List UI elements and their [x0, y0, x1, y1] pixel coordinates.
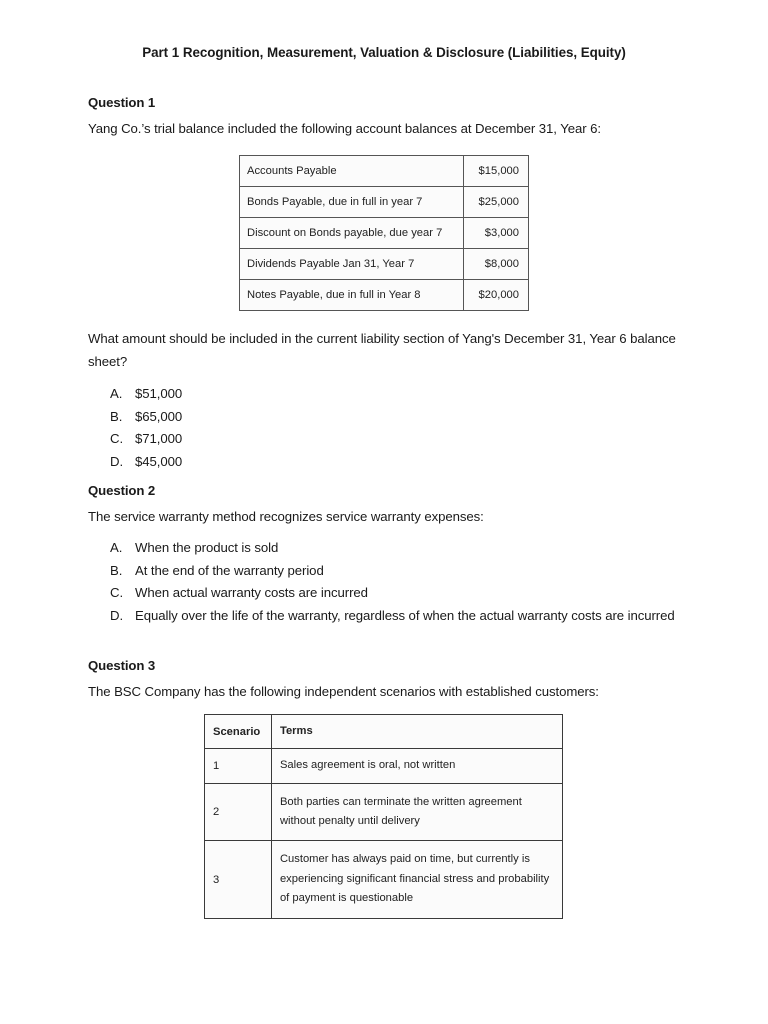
question-1-prompt: What amount should be included in the current liability section of Yang's December 31, Year 6 balance sheet?	[88, 331, 676, 369]
scenario-terms: Sales agreement is oral, not written	[271, 749, 562, 784]
balance-label: Accounts Payable	[240, 156, 464, 187]
table-row	[205, 784, 563, 841]
balance-amount: $3,000	[464, 218, 529, 249]
table-row	[205, 749, 563, 784]
scenarios-table	[204, 714, 563, 919]
answer-option[interactable]	[110, 605, 690, 628]
answer-text: When the product is sold	[135, 540, 279, 555]
answer-option[interactable]	[110, 451, 670, 474]
answer-marker: D.	[110, 607, 124, 623]
answer-text: $71,000	[135, 431, 183, 446]
question-2-stem: The service warranty method recognizes service warranty expenses:	[88, 509, 484, 524]
answer-option[interactable]	[110, 560, 690, 583]
question-1-answers	[110, 383, 670, 473]
balance-amount: $15,000	[464, 156, 529, 187]
balance-label: Dividends Payable Jan 31, Year 7	[240, 249, 464, 280]
balance-label: Discount on Bonds payable, due year 7	[240, 218, 464, 249]
answer-option[interactable]	[110, 537, 690, 560]
question-3-heading: Question 3	[88, 658, 156, 673]
answer-marker: C.	[110, 585, 124, 600]
balance-amount: $20,000	[464, 280, 529, 311]
question-3-stem: The BSC Company has the following independent scenarios with established customers:	[88, 684, 599, 699]
answer-option[interactable]	[110, 406, 670, 429]
balance-label: Bonds Payable, due in full in year 7	[240, 187, 464, 218]
table-header-row	[205, 715, 563, 749]
question-1-stem: Yang Co.’s trial balance included the following account balances at December 31, Year 6:	[88, 121, 601, 136]
answer-text: $65,000	[135, 408, 183, 424]
answer-text: $45,000	[135, 453, 183, 469]
page-title: Part 1 Recognition, Measurement, Valuation & Disclosure (Liabilities, Equity)	[142, 45, 626, 60]
answer-text: $51,000	[135, 386, 183, 401]
column-header-terms: Terms	[271, 715, 562, 749]
question-2-answers	[110, 537, 690, 627]
answer-marker: C.	[110, 431, 124, 446]
answer-marker: A.	[110, 540, 123, 555]
question-2-heading: Question 2	[88, 483, 156, 498]
answer-marker: B.	[110, 408, 123, 424]
answer-text: Equally over the life of the warranty, regardless of when the actual warranty costs are incurred	[135, 607, 675, 623]
scenario-terms: Both parties can terminate the written agreement without penalty until delivery	[271, 784, 562, 841]
scenario-number: 2	[205, 784, 272, 841]
table-row	[240, 218, 529, 249]
answer-marker: B.	[110, 562, 123, 578]
scenario-number: 1	[205, 749, 272, 784]
balance-amount: $25,000	[464, 187, 529, 218]
answer-option[interactable]	[110, 428, 670, 451]
question-1-heading: Question 1	[88, 95, 156, 110]
balances-table	[239, 155, 529, 311]
scenario-number: 3	[205, 841, 272, 919]
answer-option[interactable]	[110, 582, 690, 605]
balance-label: Notes Payable, due in full in Year 8	[240, 280, 464, 311]
scenario-terms: Customer has always paid on time, but currently is experiencing significant financial stress and probability of payment is questionable	[271, 841, 562, 919]
balance-amount: $8,000	[464, 249, 529, 280]
answer-text: At the end of the warranty period	[135, 562, 324, 578]
answer-marker: A.	[110, 386, 123, 401]
column-header-scenario: Scenario	[205, 715, 272, 749]
table-row	[240, 249, 529, 280]
table-row	[240, 280, 529, 311]
table-row	[240, 187, 529, 218]
table-row	[205, 841, 563, 919]
answer-option[interactable]	[110, 383, 670, 406]
answer-text: When actual warranty costs are incurred	[135, 585, 368, 600]
answer-marker: D.	[110, 453, 124, 469]
table-row	[240, 156, 529, 187]
